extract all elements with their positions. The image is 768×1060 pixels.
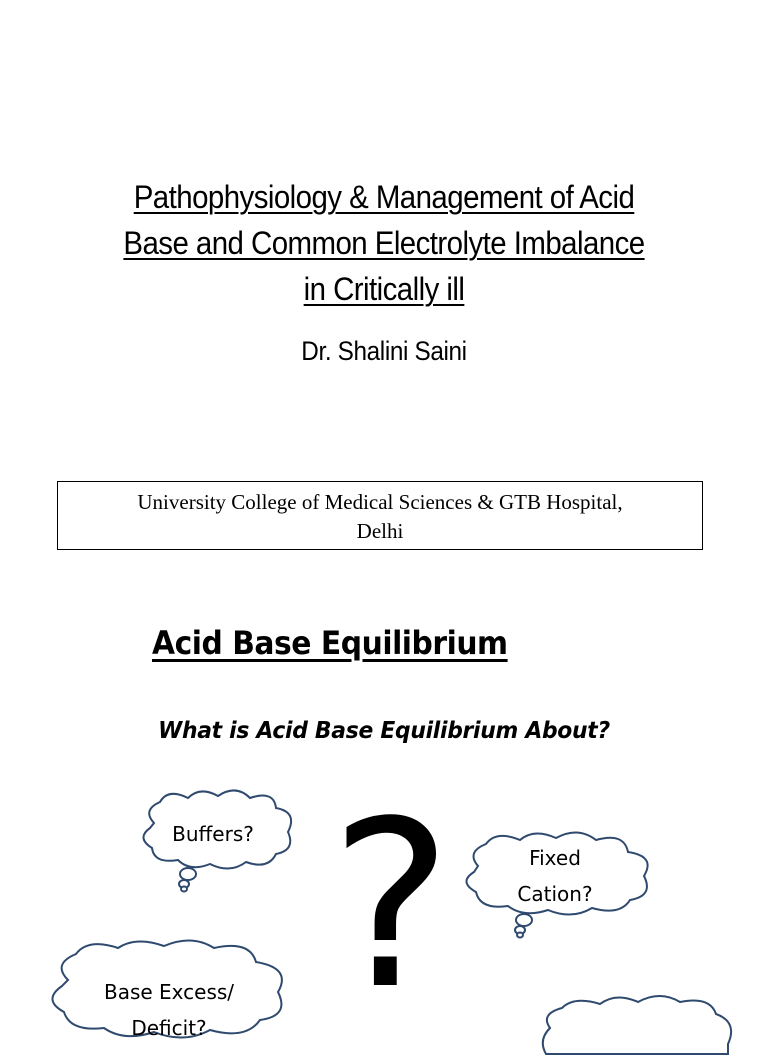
title-line-1: Pathophysiology & Management of Acid [133,179,635,215]
question-mark-glyph: ? [330,773,453,1040]
affiliation-line-2: Delhi [356,519,404,543]
cloud-base-excess-text [46,974,292,1046]
cloud-buffers-line-1: Buffers? [172,822,254,846]
cloud-fixed-cation [460,832,656,940]
affiliation-line-1: University College of Medical Sciences & GTB Hospital, [137,490,623,514]
thought-cloud-icon [538,994,738,1054]
section-heading: Acid Base Equilibrium [152,624,508,662]
slide-title [68,174,701,312]
section-subheading: What is Acid Base Equilibrium About? [158,718,610,744]
title-line-2: Base and Common Electrolyte Imbalance [123,225,645,261]
cloud-base-excess-line-1: Base Excess/ [103,980,235,1004]
cloud-base-excess-line-2: Deficit? [131,1016,207,1040]
cloud-base-excess [46,940,292,1060]
author-name: Dr. Shalini Saini [301,336,467,366]
cloud-buffers-text [128,816,298,852]
cloud-fixed-cation-line-2: Cation? [517,882,593,906]
cloud-fixed-cation-text [454,840,656,912]
affiliation-box [57,481,703,550]
cloud-bottom-right [538,994,738,1054]
cloud-buffers [138,790,298,895]
cloud-fixed-cation-line-1: Fixed [529,846,581,870]
title-line-3: in Critically ill [303,271,465,307]
